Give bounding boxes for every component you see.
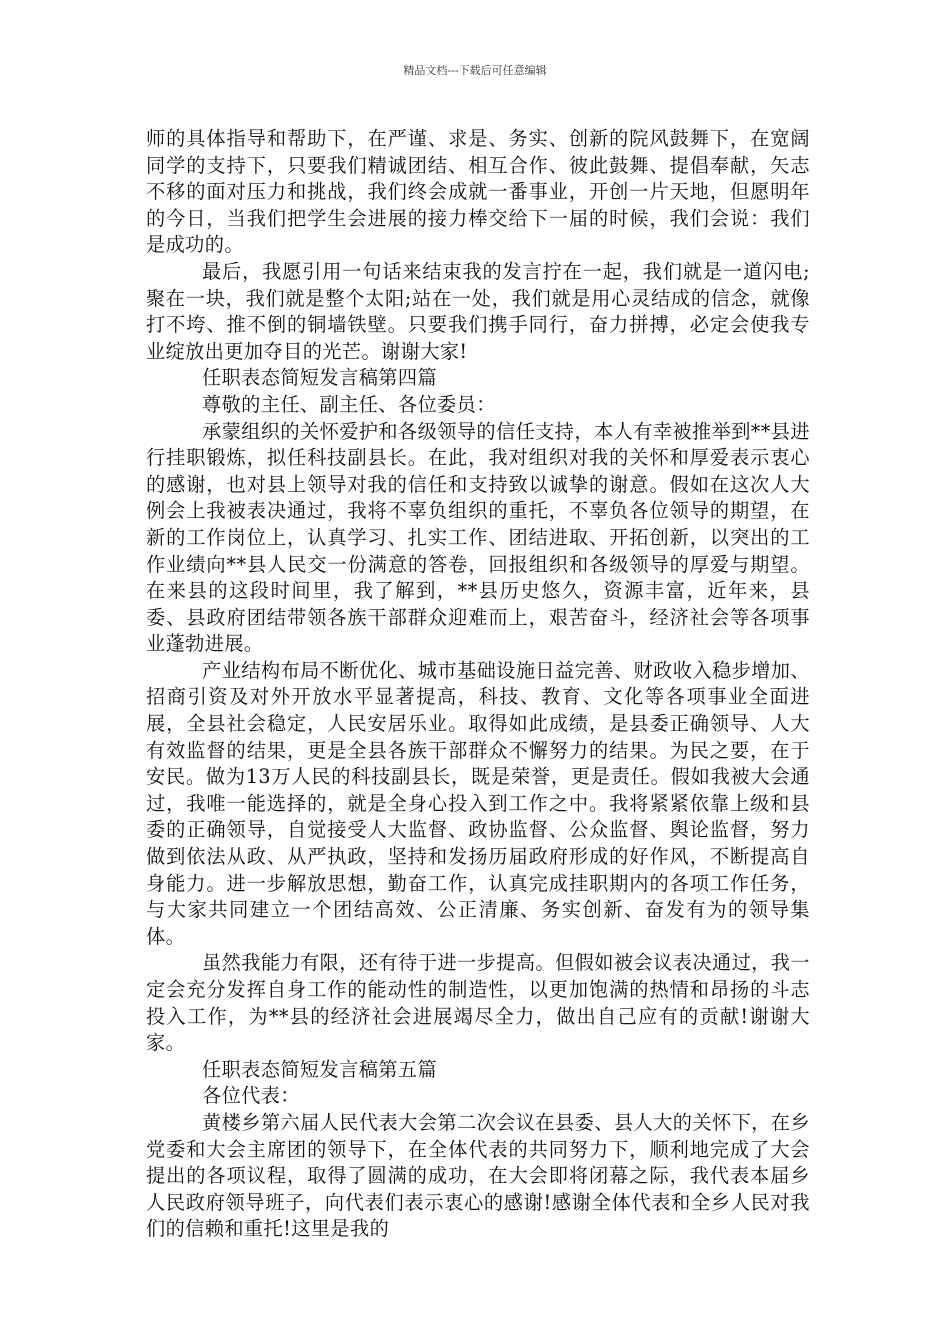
paragraph: 黄楼乡第六届人民代表大会第二次会议在县委、县人大的关怀下，在乡党委和大会主席团的领导下，在全体代表的共同努力下，顺利地完成了大会提出的各项议程，取得了圆满的成功，在大会即将闭幕之际，我代表本届乡人民政府领导班子，向代表们表示衷心的感谢!感谢全体代表和全乡人民对我们的信赖和重托!这里是我的 <box>146 1110 810 1241</box>
document-body <box>146 126 810 1243</box>
paragraph: 虽然我能力有限，还有待于进一步提高。但假如被会议表决通过，我一定会充分发挥自身工作的能动性的制造性，以更加饱满的热情和昂扬的斗志投入工作，为**县的经济社会进展竭尽全力，做出自己应有的贡献!谢谢大家。 <box>146 951 810 1055</box>
paragraph: 师的具体指导和帮助下，在严谨、求是、务实、创新的院风鼓舞下，在宽阔同学的支持下，只要我们精诚团结、相互合作、彼此鼓舞、提倡奉献，矢志不移的面对压力和挑战，我们终会成就一番事业，开创一片天地，但愿明年的今日，当我们把学生会进展的接力棒交给下一届的时候，我们会说：我们是成功的。 <box>146 127 810 257</box>
section-heading: 任职表态简短发言稿第四篇 <box>202 366 438 390</box>
paragraph: 产业结构布局不断优化、城市基础设施日益完善、财政收入稳步增加、招商引资及对外开放水平显著提高，科技、教育、文化等各项事业全面进展，全县社会稳定，人民安居乐业。取得如此成绩，是县委正确领导、人大有效监督的结果，更是全县各族干部群众不懈努力的结果。为民之要，在于安民。做为13万人民的科技副县长，既是荣誉，更是责任。假如我被大会通过，我唯一能选择的，就是全身心投入到工作之中。我将紧紧依靠上级和县委的正确领导，自觉接受人大监督、政协监督、公众监督、舆论监督，努力做到依法从政、从严执政，坚持和发扬历届政府形成的好作风，不断提高自身能力。进一步解放思想，勤奋工作，认真完成挂职期内的各项工作任务，与大家共同建立一个团结高效、公正清廉、务实创新、奋发有为的领导集体。 <box>146 658 810 948</box>
section-heading: 任职表态简短发言稿第五篇 <box>202 1057 438 1081</box>
salutation: 尊敬的主任、副主任、各位委员： <box>202 392 496 416</box>
page-header: 精品文档---下载后可任意编辑 <box>403 64 547 77</box>
salutation: 各位代表： <box>202 1084 300 1108</box>
paragraph: 承蒙组织的关怀爱护和各级领导的信任支持，本人有幸被推举到**县进行挂职锻炼，拟任科技副县长。在此，我对组织对我的关怀和厚爱表示衷心的感谢，也对县上领导对我的信任和支持致以诚挚的谢意。假如在这次人大例会上我被表决通过，我将不辜负组织的重托，不辜负各位领导的期望，在新的工作岗位上，认真学习、扎实工作、团结进取、开拓创新，以突出的工作业绩向**县人民交一份满意的答卷，回报组织和各级领导的厚爱与期望。在来县的这段时间里，我了解到，**县历史悠久，资源丰富，近年来，县委、县政府团结带领各族干部群众迎难而上，艰苦奋斗，经济社会等各项事业蓬勃进展。 <box>146 419 810 656</box>
paragraph: 最后，我愿引用一句话来结束我的发言拧在一起，我们就是一道闪电;聚在一块，我们就是整个太阳;站在一处，我们就是用心灵结成的信念，就像打不垮、推不倒的铜墙铁壁。只要我们携手同行，奋力拼搏，必定会使我专业绽放出更加夺目的光芒。谢谢大家! <box>146 259 810 363</box>
